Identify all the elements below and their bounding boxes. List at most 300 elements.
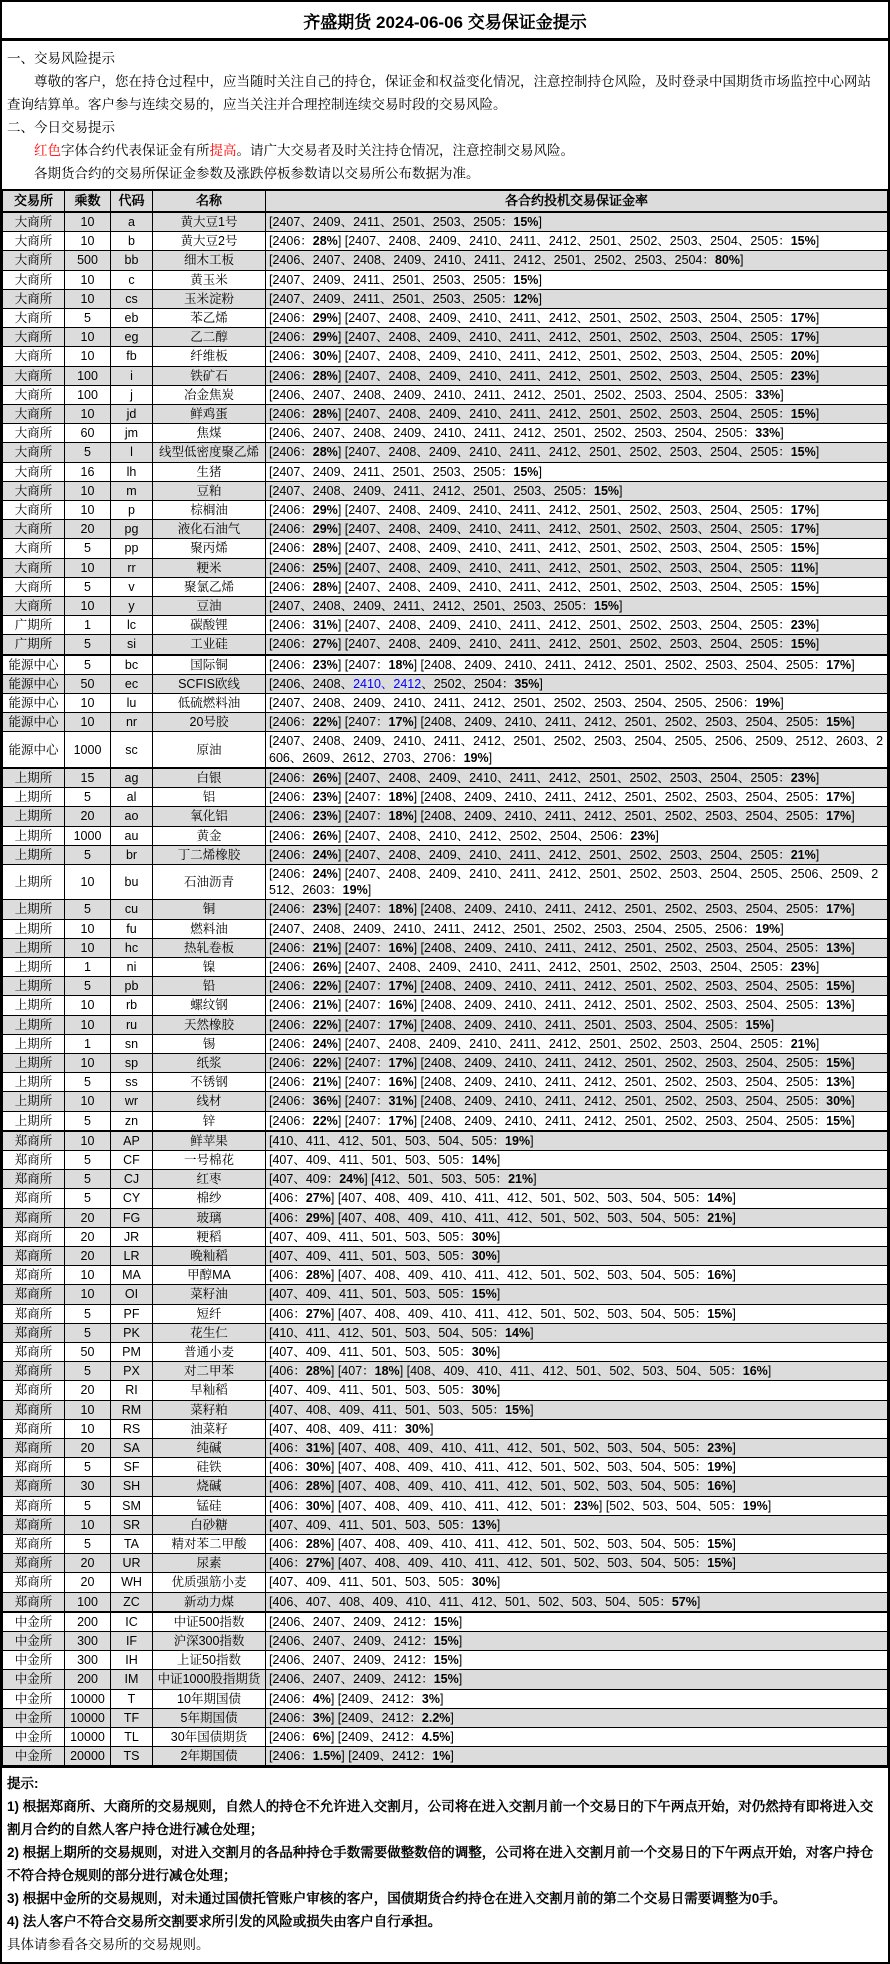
cell-code: RI bbox=[111, 1381, 153, 1400]
cell-code: CY bbox=[111, 1189, 153, 1208]
cell-margin-rates: [2406：22%] [2407：17%] [2408、2409、2410、2411、2412、2501、2502、2503、2504、2505：15%] bbox=[266, 1111, 888, 1131]
cell-multiplier: 10 bbox=[65, 1400, 111, 1419]
cell-margin-rates: [2406：1.5%] [2409、2412：1%] bbox=[266, 1747, 888, 1767]
table-row-RM bbox=[3, 1400, 888, 1419]
cell-name: 5年期国债 bbox=[153, 1708, 266, 1727]
cell-exchange: 上期所 bbox=[3, 826, 65, 845]
table-row-PF bbox=[3, 1304, 888, 1323]
cell-multiplier: 16 bbox=[65, 462, 111, 481]
cell-multiplier: 5 bbox=[65, 577, 111, 596]
cell-exchange: 上期所 bbox=[3, 788, 65, 807]
cell-code: PK bbox=[111, 1323, 153, 1342]
cell-margin-rates: [406：28%] [407、408、409、410、411、412、501、502、503、504、505：16%] bbox=[266, 1266, 888, 1285]
cell-margin-rates: [407、408、409、411、501、503、505：15%] bbox=[266, 1400, 888, 1419]
column-header-0: 交易所 bbox=[3, 190, 65, 212]
table-row-a bbox=[3, 212, 888, 232]
footer-note-3: 3) 根据中金所的交易规则，对未通过国债托管账户审核的客户，国债期货合约持仓在进入交割月前的第二个交易日需要调整为0手。 bbox=[7, 1891, 787, 1907]
plain-text: 字体合约代表保证金有所 bbox=[61, 143, 210, 158]
cell-code: sp bbox=[111, 1053, 153, 1072]
cell-code: fb bbox=[111, 347, 153, 366]
cell-multiplier: 5 bbox=[65, 309, 111, 328]
table-row-IH bbox=[3, 1651, 888, 1670]
cell-exchange: 中金所 bbox=[3, 1728, 65, 1747]
cell-margin-rates: [407、408、409、411：30%] bbox=[266, 1419, 888, 1438]
cell-multiplier: 10 bbox=[65, 713, 111, 732]
cell-exchange: 郑商所 bbox=[3, 1439, 65, 1458]
cell-name: 红枣 bbox=[153, 1170, 266, 1189]
cell-code: si bbox=[111, 635, 153, 655]
cell-multiplier: 5 bbox=[65, 443, 111, 462]
margin-rate-table bbox=[2, 189, 888, 1767]
cell-multiplier: 20 bbox=[65, 1381, 111, 1400]
table-row-sc bbox=[3, 732, 888, 768]
cell-multiplier: 10 bbox=[65, 212, 111, 232]
cell-multiplier: 10000 bbox=[65, 1728, 111, 1747]
cell-code: bc bbox=[111, 655, 153, 675]
cell-name: 玻璃 bbox=[153, 1208, 266, 1227]
cell-multiplier: 10 bbox=[65, 1131, 111, 1151]
cell-exchange: 大商所 bbox=[3, 501, 65, 520]
section2-highlight-line bbox=[7, 139, 882, 162]
cell-margin-rates: [2406：22%] [2407：17%] [2408、2409、2410、2411、2412、2501、2502、2503、2504、2505：15%] bbox=[266, 1053, 888, 1072]
cell-code: LR bbox=[111, 1246, 153, 1265]
cell-exchange: 郑商所 bbox=[3, 1419, 65, 1438]
table-row-cu bbox=[3, 900, 888, 919]
cell-multiplier: 5 bbox=[65, 845, 111, 864]
cell-exchange: 郑商所 bbox=[3, 1131, 65, 1151]
cell-multiplier: 5 bbox=[65, 1150, 111, 1169]
cell-exchange: 郑商所 bbox=[3, 1592, 65, 1612]
cell-name: 粳稻 bbox=[153, 1227, 266, 1246]
cell-margin-rates: [2406：3%] [2409、2412：2.2%] bbox=[266, 1708, 888, 1727]
footer-note-list bbox=[7, 1795, 882, 1933]
cell-multiplier: 30 bbox=[65, 1477, 111, 1496]
cell-name: 优质强筋小麦 bbox=[153, 1573, 266, 1592]
cell-exchange: 中金所 bbox=[3, 1632, 65, 1651]
cell-name: 聚丙烯 bbox=[153, 539, 266, 558]
table-row-c bbox=[3, 270, 888, 289]
cell-code: cu bbox=[111, 900, 153, 919]
cell-code: UR bbox=[111, 1554, 153, 1573]
cell-margin-rates: [410、411、412、501、503、504、505：14%] bbox=[266, 1323, 888, 1342]
table-row-TL bbox=[3, 1728, 888, 1747]
cell-name: 镍 bbox=[153, 957, 266, 976]
cell-margin-rates: [2406：4%] [2409、2412：3%] bbox=[266, 1689, 888, 1708]
table-row-ao bbox=[3, 807, 888, 826]
cell-code: SR bbox=[111, 1515, 153, 1534]
table-row-SA bbox=[3, 1439, 888, 1458]
cell-margin-rates: [2406、2407、2408、2409、2410、2411、2412、2501、2502、2503、2504、2505：33%] bbox=[266, 424, 888, 443]
cell-name: 铜 bbox=[153, 900, 266, 919]
cell-code: IC bbox=[111, 1612, 153, 1632]
cell-code: fu bbox=[111, 919, 153, 938]
cell-multiplier: 5 bbox=[65, 1362, 111, 1381]
cell-multiplier: 5 bbox=[65, 977, 111, 996]
cell-margin-rates: [407、409、411、501、503、505：30%] bbox=[266, 1342, 888, 1361]
cell-exchange: 上期所 bbox=[3, 1034, 65, 1053]
cell-multiplier: 100 bbox=[65, 1592, 111, 1612]
cell-exchange: 郑商所 bbox=[3, 1227, 65, 1246]
cell-name: 普通小麦 bbox=[153, 1342, 266, 1361]
cell-multiplier: 5 bbox=[65, 1458, 111, 1477]
table-row-eg bbox=[3, 328, 888, 347]
cell-name: 20号胶 bbox=[153, 713, 266, 732]
cell-name: 白砂糖 bbox=[153, 1515, 266, 1534]
table-row-lu bbox=[3, 694, 888, 713]
cell-code: SM bbox=[111, 1496, 153, 1515]
cell-exchange: 中金所 bbox=[3, 1651, 65, 1670]
cell-name: 乙二醇 bbox=[153, 328, 266, 347]
cell-code: IH bbox=[111, 1651, 153, 1670]
cell-multiplier: 10 bbox=[65, 405, 111, 424]
table-row-JR bbox=[3, 1227, 888, 1246]
cell-name: 碳酸锂 bbox=[153, 616, 266, 635]
table-row-TF bbox=[3, 1708, 888, 1727]
cell-margin-rates: [406：31%] [407、408、409、410、411、412、501、502、503、504、505：23%] bbox=[266, 1439, 888, 1458]
table-row-wr bbox=[3, 1092, 888, 1111]
cell-exchange: 中金所 bbox=[3, 1612, 65, 1632]
cell-name: 锡 bbox=[153, 1034, 266, 1053]
cell-code: ni bbox=[111, 957, 153, 976]
cell-margin-rates: [2407、2409、2411、2501、2503、2505：15%] bbox=[266, 270, 888, 289]
cell-multiplier: 5 bbox=[65, 1111, 111, 1131]
cell-name: 线材 bbox=[153, 1092, 266, 1111]
cell-exchange: 大商所 bbox=[3, 558, 65, 577]
cell-name: 热轧卷板 bbox=[153, 938, 266, 957]
cell-margin-rates: [407、409、411、501、503、505：30%] bbox=[266, 1227, 888, 1246]
cell-code: ZC bbox=[111, 1592, 153, 1612]
cell-multiplier: 10 bbox=[65, 919, 111, 938]
cell-margin-rates: [406：27%] [407、408、409、410、411、412、501、502、503、504、505：15%] bbox=[266, 1304, 888, 1323]
cell-name: 精对苯二甲酸 bbox=[153, 1535, 266, 1554]
cell-name: 黄玉米 bbox=[153, 270, 266, 289]
cell-name: 一号棉花 bbox=[153, 1150, 266, 1169]
cell-margin-rates: [2406：22%] [2407：17%] [2408、2409、2410、2411、2412、2501、2502、2503、2504、2505：15%] bbox=[266, 713, 888, 732]
cell-exchange: 郑商所 bbox=[3, 1285, 65, 1304]
cell-name: 玉米淀粉 bbox=[153, 289, 266, 308]
table-row-eb bbox=[3, 309, 888, 328]
table-row-bb bbox=[3, 251, 888, 270]
cell-margin-rates: [2406、2407、2408、2409、2410、2411、2412、2501、2502、2503、2504：80%] bbox=[266, 251, 888, 270]
cell-multiplier: 5 bbox=[65, 635, 111, 655]
cell-name: 丁二烯橡胶 bbox=[153, 845, 266, 864]
cell-multiplier: 10 bbox=[65, 501, 111, 520]
cell-multiplier: 10 bbox=[65, 1515, 111, 1534]
cell-multiplier: 20 bbox=[65, 1246, 111, 1265]
cell-multiplier: 5 bbox=[65, 1189, 111, 1208]
cell-multiplier: 5 bbox=[65, 1323, 111, 1342]
cell-margin-rates: [406：28%] [407、408、409、410、411、412、501、502、503、504、505：15%] bbox=[266, 1535, 888, 1554]
cell-multiplier: 100 bbox=[65, 385, 111, 404]
cell-multiplier: 10000 bbox=[65, 1689, 111, 1708]
cell-code: y bbox=[111, 597, 153, 616]
cell-exchange: 郑商所 bbox=[3, 1189, 65, 1208]
cell-exchange: 中金所 bbox=[3, 1708, 65, 1727]
cell-margin-rates: [2406、2408、2410、2412、2502、2504：35%] bbox=[266, 674, 888, 693]
table-row-lc bbox=[3, 616, 888, 635]
cell-multiplier: 5 bbox=[65, 1170, 111, 1189]
table-row-SF bbox=[3, 1458, 888, 1477]
cell-code: bu bbox=[111, 864, 153, 899]
cell-exchange: 上期所 bbox=[3, 1015, 65, 1034]
cell-code: hc bbox=[111, 938, 153, 957]
cell-margin-rates: [2407、2409、2411、2501、2503、2505：15%] bbox=[266, 462, 888, 481]
table-row-ru bbox=[3, 1015, 888, 1034]
cell-exchange: 上期所 bbox=[3, 977, 65, 996]
cell-exchange: 上期所 bbox=[3, 1053, 65, 1072]
cell-name: 纤维板 bbox=[153, 347, 266, 366]
table-row-PK bbox=[3, 1323, 888, 1342]
cell-margin-rates: [2406：29%] [2407、2408、2409、2410、2411、2412、2501、2502、2503、2504、2505：17%] bbox=[266, 520, 888, 539]
cell-name: 铅 bbox=[153, 977, 266, 996]
cell-code: ss bbox=[111, 1073, 153, 1092]
table-row-T bbox=[3, 1689, 888, 1708]
cell-multiplier: 10 bbox=[65, 1092, 111, 1111]
cell-code: lu bbox=[111, 694, 153, 713]
cell-name: SCFIS欧线 bbox=[153, 674, 266, 693]
cell-multiplier: 5 bbox=[65, 1073, 111, 1092]
cell-exchange: 大商所 bbox=[3, 270, 65, 289]
cell-code: eg bbox=[111, 328, 153, 347]
cell-exchange: 郑商所 bbox=[3, 1554, 65, 1573]
table-row-rb bbox=[3, 996, 888, 1015]
cell-code: c bbox=[111, 270, 153, 289]
cell-code: SA bbox=[111, 1439, 153, 1458]
table-row-IC bbox=[3, 1612, 888, 1632]
table-row-nr bbox=[3, 713, 888, 732]
cell-margin-rates: [2406：29%] [2407、2408、2409、2410、2411、2412、2501、2502、2503、2504、2505：17%] bbox=[266, 309, 888, 328]
cell-margin-rates: [2406：6%] [2409、2412：4.5%] bbox=[266, 1728, 888, 1747]
cell-code: WH bbox=[111, 1573, 153, 1592]
cell-exchange: 郑商所 bbox=[3, 1573, 65, 1592]
cell-multiplier: 200 bbox=[65, 1612, 111, 1632]
cell-margin-rates: [2407、2408、2409、2410、2411、2412、2501、2502、2503、2504、2505、2506、2509、2512、2603、2606、2609、2612、2703、2706：19%] bbox=[266, 732, 888, 768]
cell-margin-rates: [406：30%] [407、408、409、410、411、412、501、502、503、504、505：19%] bbox=[266, 1458, 888, 1477]
cell-exchange: 大商所 bbox=[3, 385, 65, 404]
cell-exchange: 上期所 bbox=[3, 996, 65, 1015]
cell-multiplier: 20 bbox=[65, 520, 111, 539]
cell-exchange: 上期所 bbox=[3, 900, 65, 919]
cell-code: ao bbox=[111, 807, 153, 826]
cell-margin-rates: [2407、2409、2411、2501、2503、2505：15%] bbox=[266, 212, 888, 232]
cell-code: pb bbox=[111, 977, 153, 996]
cell-name: 10年期国债 bbox=[153, 1689, 266, 1708]
cell-multiplier: 10 bbox=[65, 938, 111, 957]
cell-multiplier: 100 bbox=[65, 366, 111, 385]
table-row-PM bbox=[3, 1342, 888, 1361]
cell-multiplier: 10 bbox=[65, 1015, 111, 1034]
intro-section bbox=[2, 41, 888, 189]
cell-margin-rates: [2406：24%] [2407、2408、2409、2410、2411、2412、2501、2502、2503、2504、2505：21%] bbox=[266, 1034, 888, 1053]
column-header-3: 名称 bbox=[153, 190, 266, 212]
cell-margin-rates: [406：28%] [407、408、409、410、411、412、501、502、503、504、505：16%] bbox=[266, 1477, 888, 1496]
cell-code: jm bbox=[111, 424, 153, 443]
cell-margin-rates: [2406：28%] [2407、2408、2409、2410、2411、2412、2501、2502、2503、2504、2505：15%] bbox=[266, 405, 888, 424]
cell-margin-rates: [407、409、411、501、503、505：30%] bbox=[266, 1246, 888, 1265]
cell-multiplier: 10 bbox=[65, 1053, 111, 1072]
cell-margin-rates: [2406：26%] [2407、2408、2409、2410、2411、2412、2501、2502、2503、2504、2505：23%] bbox=[266, 768, 888, 788]
footer-note-2: 2) 根据上期所的交易规则，对进入交割月的各品种持仓手数需要做整数倍的调整，公司将在进入交割月前一个交易日的下午两点开始，对客户持仓不符合持仓规则的部分进行减仓处理； bbox=[7, 1845, 874, 1884]
cell-exchange: 大商所 bbox=[3, 251, 65, 270]
cell-exchange: 广期所 bbox=[3, 635, 65, 655]
cell-code: zn bbox=[111, 1111, 153, 1131]
table-row-IM bbox=[3, 1670, 888, 1689]
cell-name: 冶金焦炭 bbox=[153, 385, 266, 404]
cell-multiplier: 1000 bbox=[65, 826, 111, 845]
cell-exchange: 上期所 bbox=[3, 1111, 65, 1131]
cell-margin-rates: [2406：25%] [2407、2408、2409、2410、2411、2412、2501、2502、2503、2504、2505：11%] bbox=[266, 558, 888, 577]
cell-exchange: 郑商所 bbox=[3, 1170, 65, 1189]
cell-exchange: 郑商所 bbox=[3, 1208, 65, 1227]
cell-margin-rates: [406：28%] [407：18%] [408、409、410、411、412、501、502、503、504、505：16%] bbox=[266, 1362, 888, 1381]
cell-code: CJ bbox=[111, 1170, 153, 1189]
table-row-sn bbox=[3, 1034, 888, 1053]
cell-name: 纸浆 bbox=[153, 1053, 266, 1072]
cell-exchange: 中金所 bbox=[3, 1747, 65, 1767]
section2-heading: 二、今日交易提示 bbox=[7, 120, 115, 135]
table-row-b bbox=[3, 232, 888, 251]
cell-multiplier: 10 bbox=[65, 597, 111, 616]
section2-note-line: 各期货合约的交易所保证金参数及涨跌停板参数请以交易所公布数据为准。 bbox=[34, 166, 480, 181]
cell-exchange: 上期所 bbox=[3, 864, 65, 899]
cell-margin-rates: [2407、2409、2411、2501、2503、2505：12%] bbox=[266, 289, 888, 308]
cell-code: bb bbox=[111, 251, 153, 270]
cell-multiplier: 10 bbox=[65, 996, 111, 1015]
table-row-SH bbox=[3, 1477, 888, 1496]
cell-exchange: 郑商所 bbox=[3, 1150, 65, 1169]
cell-multiplier: 10 bbox=[65, 347, 111, 366]
cell-code: IF bbox=[111, 1632, 153, 1651]
cell-name: 鲜鸡蛋 bbox=[153, 405, 266, 424]
cell-name: 铝 bbox=[153, 788, 266, 807]
cell-name: 铁矿石 bbox=[153, 366, 266, 385]
table-row-SM bbox=[3, 1496, 888, 1515]
cell-name: 螺纹钢 bbox=[153, 996, 266, 1015]
cell-code: p bbox=[111, 501, 153, 520]
cell-multiplier: 300 bbox=[65, 1632, 111, 1651]
cell-margin-rates: [2406：21%] [2407：16%] [2408、2409、2410、2411、2412、2501、2502、2503、2504、2505：13%] bbox=[266, 938, 888, 957]
table-row-y bbox=[3, 597, 888, 616]
cell-margin-rates: [2406：29%] [2407、2408、2409、2410、2411、2412、2501、2502、2503、2504、2505：17%] bbox=[266, 501, 888, 520]
cell-margin-rates: [2406：23%] [2407：18%] [2408、2409、2410、2411、2412、2501、2502、2503、2504、2505：17%] bbox=[266, 655, 888, 675]
table-row-cs bbox=[3, 289, 888, 308]
table-row-ag bbox=[3, 768, 888, 788]
table-row-ec bbox=[3, 674, 888, 693]
column-header-1: 乘数 bbox=[65, 190, 111, 212]
cell-name: 中证1000股指期货 bbox=[153, 1670, 266, 1689]
cell-name: 白银 bbox=[153, 768, 266, 788]
cell-name: 豆粕 bbox=[153, 481, 266, 500]
table-row-al bbox=[3, 788, 888, 807]
cell-code: RS bbox=[111, 1419, 153, 1438]
table-row-si bbox=[3, 635, 888, 655]
cell-exchange: 能源中心 bbox=[3, 713, 65, 732]
cell-name: 棕榈油 bbox=[153, 501, 266, 520]
cell-name: 生猪 bbox=[153, 462, 266, 481]
cell-name: 工业硅 bbox=[153, 635, 266, 655]
table-row-RS bbox=[3, 1419, 888, 1438]
table-row-i bbox=[3, 366, 888, 385]
cell-margin-rates: [407、409、411、501、503、505：30%] bbox=[266, 1573, 888, 1592]
cell-code: jd bbox=[111, 405, 153, 424]
cell-margin-rates: [407、409、411、501、503、505：14%] bbox=[266, 1150, 888, 1169]
footer-note-4: 4) 法人客户不符合交易所交割要求所引发的风险或损失由客户自行承担。 bbox=[7, 1914, 442, 1930]
table-row-hc bbox=[3, 938, 888, 957]
cell-margin-rates: [410、411、412、501、503、504、505：19%] bbox=[266, 1131, 888, 1151]
cell-exchange: 能源中心 bbox=[3, 732, 65, 768]
cell-margin-rates: [2406、2407、2409、2412：15%] bbox=[266, 1632, 888, 1651]
cell-multiplier: 10 bbox=[65, 864, 111, 899]
cell-multiplier: 60 bbox=[65, 424, 111, 443]
cell-exchange: 上期所 bbox=[3, 1092, 65, 1111]
cell-margin-rates: [406：27%] [407、408、409、410、411、412、501、502、503、504、505：14%] bbox=[266, 1189, 888, 1208]
cell-code: ru bbox=[111, 1015, 153, 1034]
cell-exchange: 上期所 bbox=[3, 768, 65, 788]
cell-margin-rates: [2406：29%] [2407、2408、2409、2410、2411、2412、2501、2502、2503、2504、2505：17%] bbox=[266, 328, 888, 347]
cell-name: 花生仁 bbox=[153, 1323, 266, 1342]
cell-name: 国际铜 bbox=[153, 655, 266, 675]
cell-code: JR bbox=[111, 1227, 153, 1246]
cell-multiplier: 10 bbox=[65, 558, 111, 577]
cell-name: 新动力煤 bbox=[153, 1592, 266, 1612]
table-row-lh bbox=[3, 462, 888, 481]
table-row-bu bbox=[3, 864, 888, 899]
cell-exchange: 大商所 bbox=[3, 289, 65, 308]
cell-code: v bbox=[111, 577, 153, 596]
table-row-j bbox=[3, 385, 888, 404]
table-row-pb bbox=[3, 977, 888, 996]
table-row-pg bbox=[3, 520, 888, 539]
cell-exchange: 能源中心 bbox=[3, 674, 65, 693]
cell-multiplier: 1 bbox=[65, 957, 111, 976]
cell-exchange: 郑商所 bbox=[3, 1458, 65, 1477]
cell-name: 液化石油气 bbox=[153, 520, 266, 539]
highlight-blue-contracts: 2410、2412 bbox=[353, 676, 422, 691]
cell-code: PX bbox=[111, 1362, 153, 1381]
table-row-ni bbox=[3, 957, 888, 976]
section1-heading: 一、交易风险提示 bbox=[7, 51, 115, 66]
cell-name: 2年期国债 bbox=[153, 1747, 266, 1767]
cell-exchange: 大商所 bbox=[3, 597, 65, 616]
cell-multiplier: 5 bbox=[65, 1304, 111, 1323]
cell-multiplier: 20 bbox=[65, 1573, 111, 1592]
table-header-row bbox=[3, 190, 888, 212]
table-row-IF bbox=[3, 1632, 888, 1651]
table-row-m bbox=[3, 481, 888, 500]
cell-exchange: 中金所 bbox=[3, 1689, 65, 1708]
cell-name: 锌 bbox=[153, 1111, 266, 1131]
cell-code: TF bbox=[111, 1708, 153, 1727]
table-row-AP bbox=[3, 1131, 888, 1151]
cell-exchange: 能源中心 bbox=[3, 655, 65, 675]
cell-margin-rates: [2406：22%] [2407：17%] [2408、2409、2410、2411、2501、2503、2504、2505：15%] bbox=[266, 1015, 888, 1034]
table-row-WH bbox=[3, 1573, 888, 1592]
cell-code: AP bbox=[111, 1131, 153, 1151]
cell-name: 黄大豆2号 bbox=[153, 232, 266, 251]
cell-exchange: 上期所 bbox=[3, 1073, 65, 1092]
cell-name: 30年国债期货 bbox=[153, 1728, 266, 1747]
cell-code: TA bbox=[111, 1535, 153, 1554]
table-row-jd bbox=[3, 405, 888, 424]
cell-code: wr bbox=[111, 1092, 153, 1111]
cell-exchange: 上期所 bbox=[3, 938, 65, 957]
cell-margin-rates: [2407、2408、2409、2411、2412、2501、2503、2505：15%] bbox=[266, 481, 888, 500]
cell-code: lc bbox=[111, 616, 153, 635]
cell-margin-rates: [2406：23%] [2407：18%] [2408、2409、2410、2411、2412、2501、2502、2503、2504、2505：17%] bbox=[266, 788, 888, 807]
section1-paragraph: 尊敬的客户，您在持仓过程中，应当随时关注自己的持仓，保证金和权益变化情况，注意控制持仓风险，及时登录中国期货市场监控中心网站查询结算单。客户参与连续交易的，应当关注并合理控制连续交易时段的交易风险。 bbox=[7, 74, 871, 112]
cell-multiplier: 5 bbox=[65, 788, 111, 807]
cell-name: 锰硅 bbox=[153, 1496, 266, 1515]
